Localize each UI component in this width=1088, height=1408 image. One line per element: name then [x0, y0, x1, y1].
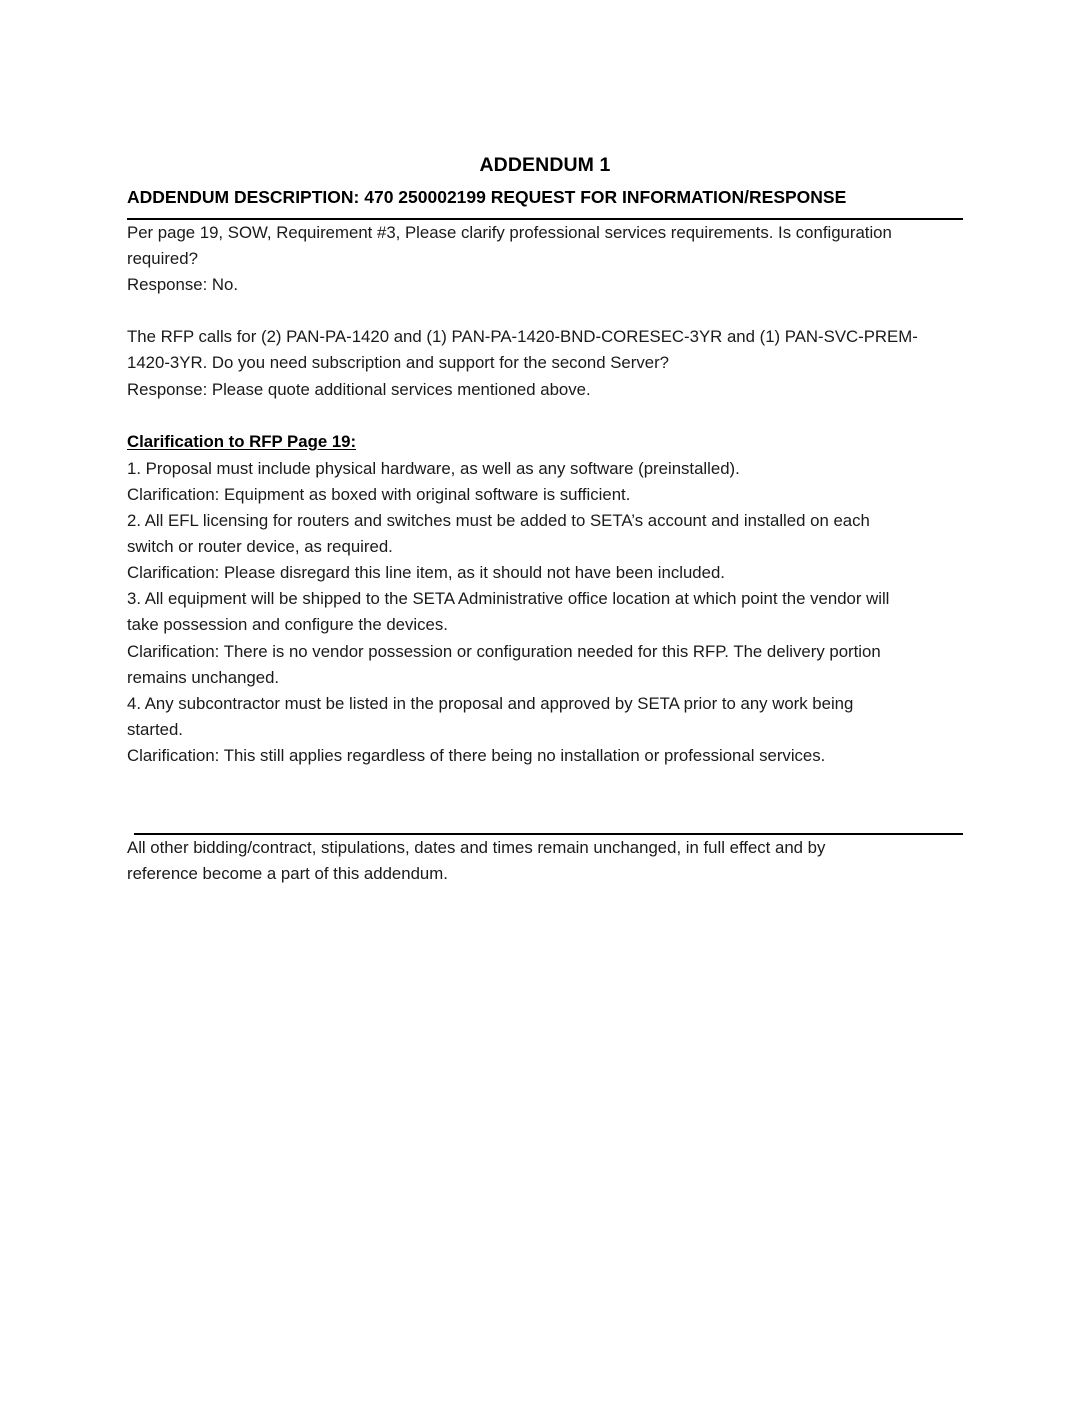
- question-1: [127, 220, 963, 272]
- response-2: Response: Please quote additional services mentioned above.: [127, 379, 591, 399]
- clarification-response-2: [127, 560, 963, 586]
- clarification-item-3-line-2: take possession and configure the devices.: [127, 615, 448, 635]
- clarification-item-2: [127, 508, 963, 560]
- clarification-heading-wrap: [127, 429, 963, 456]
- question-2-line-1: The RFP calls for (2) PAN-PA-1420 and (1) PAN-PA-1420-BND-CORESEC-3YR and (1) PAN-SVC-PREM-: [127, 327, 918, 347]
- clarification-response-3-line-2: remains unchanged.: [127, 667, 280, 687]
- clarification-response-1: [127, 482, 963, 508]
- clarification-response-1-line-1: Clarification: Equipment as boxed with original software is sufficient.: [127, 484, 631, 504]
- blank-line-2: [127, 403, 963, 429]
- clarification-response-4: [127, 743, 963, 769]
- clarification-item-2-line-1: 2. All EFL licensing for routers and switches must be added to SETA’s account and installed on each: [127, 511, 870, 531]
- blank-line-1: [127, 298, 963, 324]
- footer-note-line-1: All other bidding/contract, stipulations, dates and times remain unchanged, in full effect and by: [127, 837, 826, 857]
- clarification-item-1-line-1: 1. Proposal must include physical hardware, as well as any software (preinstalled).: [127, 458, 740, 478]
- question-2-line-2: 1420-3YR. Do you need subscription and support for the second Server?: [127, 353, 669, 373]
- clarification-response-2-line-1: Clarification: Please disregard this line item, as it should not have been included.: [127, 563, 725, 583]
- clarification-item-3-line-1: 3. All equipment will be shipped to the SETA Administrative office location at which point the vendor will: [127, 589, 890, 609]
- question-1-line-1: Per page 19, SOW, Requirement #3, Please clarify professional services requirements. Is configuration: [127, 223, 892, 242]
- clarification-response-3: [127, 639, 963, 691]
- footer-note-line-2: reference become a part of this addendum.: [127, 864, 448, 884]
- clarification-item-4-line-2: started.: [127, 719, 183, 739]
- clarification-item-1: [127, 456, 963, 482]
- document-body: [127, 152, 963, 887]
- response-1: Response: No.: [127, 275, 239, 295]
- clarification-response-3-line-1: Clarification: There is no vendor possession or configuration needed for this RFP. The delivery portion: [127, 641, 881, 661]
- page-title: ADDENDUM 1: [479, 154, 611, 176]
- question-2: [127, 324, 963, 376]
- clarification-item-3: [127, 586, 963, 638]
- pre-footer-gap: [127, 769, 963, 833]
- addendum-description-heading: ADDENDUM DESCRIPTION: 470 250002199 REQUEST FOR INFORMATION/RESPONSE: [127, 187, 847, 207]
- clarification-item-4: [127, 691, 963, 743]
- clarification-item-4-line-1: 4. Any subcontractor must be listed in the proposal and approved by SETA prior to any work being: [127, 693, 854, 713]
- clarification-response-4-line-1: Clarification: This still applies regardless of there being no installation or professional services.: [127, 745, 826, 765]
- clarification-item-2-line-2: switch or router device, as required.: [127, 537, 393, 557]
- footer-note: [127, 835, 963, 887]
- clarification-section-heading: Clarification to RFP Page 19:: [127, 431, 357, 451]
- question-1-line-2: required?: [127, 249, 198, 269]
